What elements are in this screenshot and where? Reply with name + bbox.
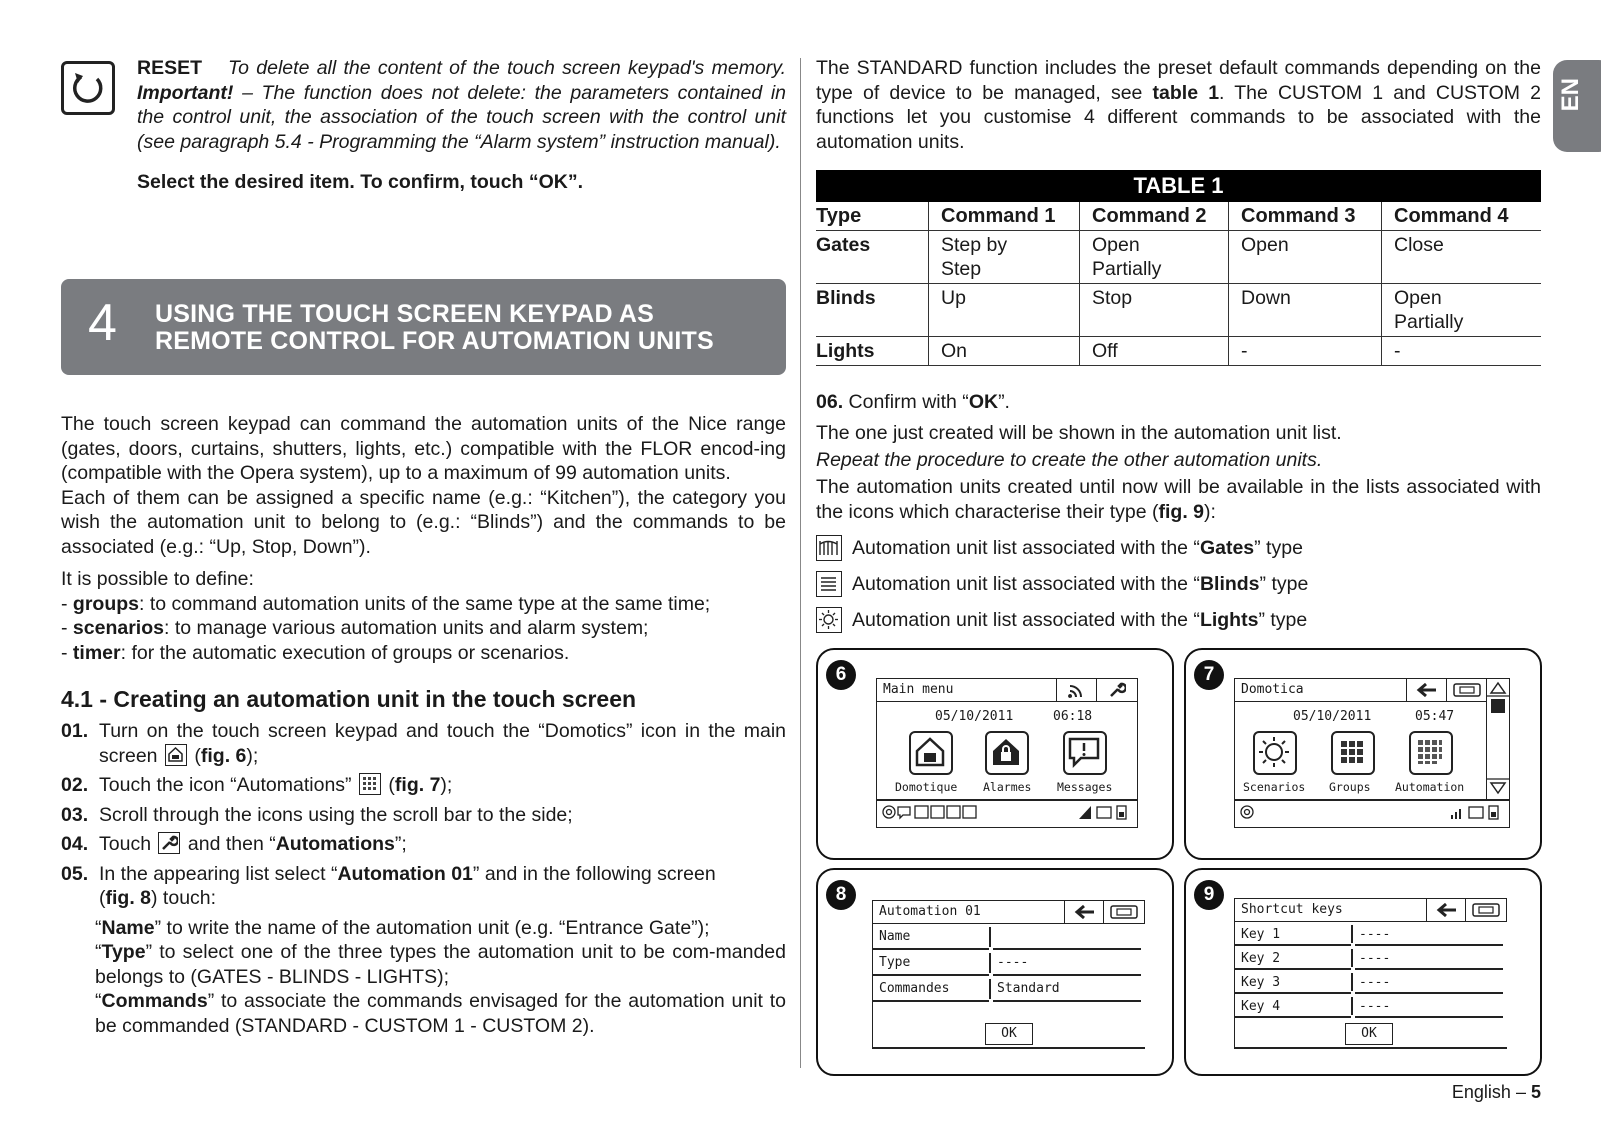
table-row: Gates Step by Step Open Partially Open Close [816, 231, 1541, 284]
table-row: Blinds Up Stop Down Open Partially [816, 284, 1541, 337]
right-intro [816, 56, 1541, 154]
language-tab: EN [1553, 60, 1601, 152]
page-footer: English – 5 [1451, 1082, 1541, 1102]
reset-icon [61, 61, 115, 115]
ok-button[interactable]: OK [985, 1023, 1033, 1045]
blinds-list-line: Automation unit list associated with the “Blinds” type [816, 571, 1541, 597]
key-2-field[interactable]: Key 2 ---- [1241, 951, 1391, 966]
page-number: 5 [1530, 1082, 1541, 1102]
column-divider [800, 58, 801, 1068]
step-01: 01. Turn on the touch screen keypad and touch the “Domotics” icon in the main screen (fig. 6); [61, 720, 786, 767]
section-banner [61, 279, 786, 375]
figure-6 [816, 648, 1174, 860]
commands-field[interactable]: Commandes Standard [879, 981, 1060, 996]
status-bar-icons [1239, 803, 1257, 825]
gates-list-line: Automation unit list associated with the “Gates” type [816, 535, 1541, 561]
automation-01-screen [872, 900, 1145, 1049]
alarmes-icon[interactable] [985, 731, 1029, 775]
figure-badge: 9 [1194, 880, 1224, 910]
main-menu-screen [876, 678, 1138, 828]
left-column [61, 56, 786, 195]
line-available: The automation units created until now will be available in the lists associated with the icons which characterise their type (fig. 9): [816, 476, 1541, 523]
keypad-icon[interactable] [1465, 899, 1507, 921]
wrench-icon[interactable] [1096, 679, 1137, 701]
step-03: 03. Scroll through the icons using the scroll bar to the side; [61, 803, 573, 826]
scenarios-icon[interactable] [1253, 731, 1297, 775]
light-icon [816, 607, 842, 633]
key-1-field[interactable]: Key 1 ---- [1241, 927, 1391, 942]
intro-text [61, 412, 786, 1038]
groups-icon[interactable] [1331, 731, 1375, 775]
screen-title: Domotica [1241, 682, 1304, 697]
step-06: 06. Confirm with “OK”. [816, 391, 1010, 413]
reset-description: RESET To delete all the content of the touch screen keypad's memory. Important! – The function does not delete: the parameters contained in the control unit, the association of the touch screen with the control unit (see paragraph 5.4 - Programming the “Alarm system” instruction manual). [137, 57, 787, 153]
icon-label: Scenarios [1243, 780, 1306, 794]
name-option: “Name” to write the name of the automation unit (e.g. “Entrance Gate”); [95, 916, 710, 939]
intro-paragraph-1: The touch screen keypad can command the automation units of the Nice range (gates, doors, curtains, shutters, lights, etc.) compatible with the FLOR encod-ing (compatible with the Opera system), up to a maximum of 99 automation units. [61, 413, 786, 484]
domotique-icon[interactable] [909, 731, 953, 775]
back-arrow-icon[interactable] [1406, 679, 1447, 701]
icon-label: Alarmes [983, 780, 1032, 794]
step-02: 02. Touch the icon “Automations” (fig. 7); [61, 774, 453, 796]
right-steps [816, 390, 1541, 633]
table-header-row: Type Command 1 Command 2 Command 3 Command 4 [816, 202, 1541, 231]
automation-icon[interactable] [1409, 731, 1453, 775]
line-repeat: Repeat the procedure to create the other automation units. [816, 449, 1323, 471]
domotics-home-icon [165, 744, 187, 766]
important-label: Important! [137, 81, 234, 104]
wrench-icon [158, 832, 180, 854]
screen-title: Main menu [883, 682, 954, 697]
type-field[interactable]: Type ---- [879, 955, 1029, 970]
blinds-icon [816, 571, 842, 597]
key-4-field[interactable]: Key 4 ---- [1241, 999, 1391, 1014]
figure-7 [1184, 648, 1542, 860]
signal-battery-icons [1449, 803, 1505, 825]
section-title: USING THE TOUCH SCREEN KEYPAD AS REMOTE CONTROL FOR AUTOMATION UNITS [155, 300, 714, 355]
figure-badge: 8 [826, 880, 856, 910]
keypad-icon[interactable] [1103, 901, 1145, 923]
keypad-icon[interactable] [1446, 679, 1487, 701]
screen-title: Automation 01 [879, 904, 981, 919]
reset-title: RESET [137, 57, 203, 79]
screen-time: 06:18 [1053, 709, 1093, 724]
back-arrow-icon[interactable] [1064, 901, 1105, 923]
icon-label: Messages [1057, 780, 1113, 794]
screen-title: Shortcut keys [1241, 902, 1343, 917]
screen-date: 05/10/2011 [1293, 709, 1372, 724]
commands-option: “Commands” to associate the commands envisaged for the automation unit to be commanded (STANDARD - CUSTOM 1 - CUSTOM 2). [95, 990, 786, 1037]
table-caption: TABLE 1 [816, 170, 1541, 202]
table-row: Lights On Off - - [816, 337, 1541, 366]
icon-label: Groups [1329, 780, 1371, 794]
status-bar-icons [881, 803, 1001, 825]
ok-button[interactable]: OK [1345, 1023, 1393, 1045]
standard-function-paragraph: The STANDARD function includes the preset default commands depending on the type of device to be managed, see table 1. The CUSTOM 1 and CUSTOM 2 functions let you customise 4 different commands to be associated with the automation units. [816, 57, 1542, 153]
scroll-bar[interactable] [1486, 679, 1509, 799]
intro-paragraph-3: It is possible to define: [61, 568, 254, 590]
icon-label: Automation [1395, 780, 1465, 794]
wifi-icon[interactable] [1056, 679, 1097, 701]
key-3-field[interactable]: Key 3 ---- [1241, 975, 1391, 990]
list-item: - timer: for the automatic execution of groups or scenarios. [61, 641, 570, 664]
intro-paragraph-2: Each of them can be assigned a specific name (e.g.: “Kitchen”), the category you wish the automation unit to belong to (e.g.: “Blinds”) and the commands to be associated (e.g.: “Up, Stop, Down”). [61, 486, 786, 558]
lights-list-line: Automation unit list associated with the “Lights” type [816, 607, 1541, 633]
shortcut-keys-screen [1234, 898, 1507, 1049]
figure-badge: 6 [826, 660, 856, 690]
figure-8 [816, 868, 1174, 1076]
screen-time: 05:47 [1415, 709, 1455, 724]
line-created: The one just created will be shown in the automation unit list. [816, 422, 1342, 444]
back-arrow-icon[interactable] [1426, 899, 1467, 921]
type-option: “Type” to select one of the three types the automation unit to be com-manded belongs to (GATES - BLINDS - LIGHTS); [95, 941, 786, 988]
domotica-screen [1234, 678, 1510, 828]
subsection-title: 4.1 - Creating an automation unit in the touch screen [61, 686, 637, 712]
figure-badge: 7 [1194, 660, 1224, 690]
step-04: 04. Touch and then “Automations”; [61, 833, 407, 855]
list-item: - groups: to command automation units of the same type at the same time; [61, 592, 711, 615]
screen-date: 05/10/2011 [935, 709, 1014, 724]
select-instruction: Select the desired item. To confirm, touch “OK”. [137, 171, 584, 193]
messages-icon[interactable] [1063, 731, 1107, 775]
section-number: 4 [88, 294, 117, 352]
step-05: 05. In the appearing list select “Automation 01” and in the following screen (fig. 8) touch: [61, 862, 716, 909]
figure-9 [1184, 868, 1542, 1076]
automations-grid-icon [359, 773, 381, 795]
command-table [816, 170, 1541, 366]
gate-icon [816, 535, 842, 561]
name-field[interactable]: Name [879, 929, 911, 944]
list-item: - scenarios: to manage various automation units and alarm system; [61, 617, 649, 639]
icon-label: Domotique [895, 780, 958, 794]
signal-battery-icons [1077, 803, 1133, 825]
